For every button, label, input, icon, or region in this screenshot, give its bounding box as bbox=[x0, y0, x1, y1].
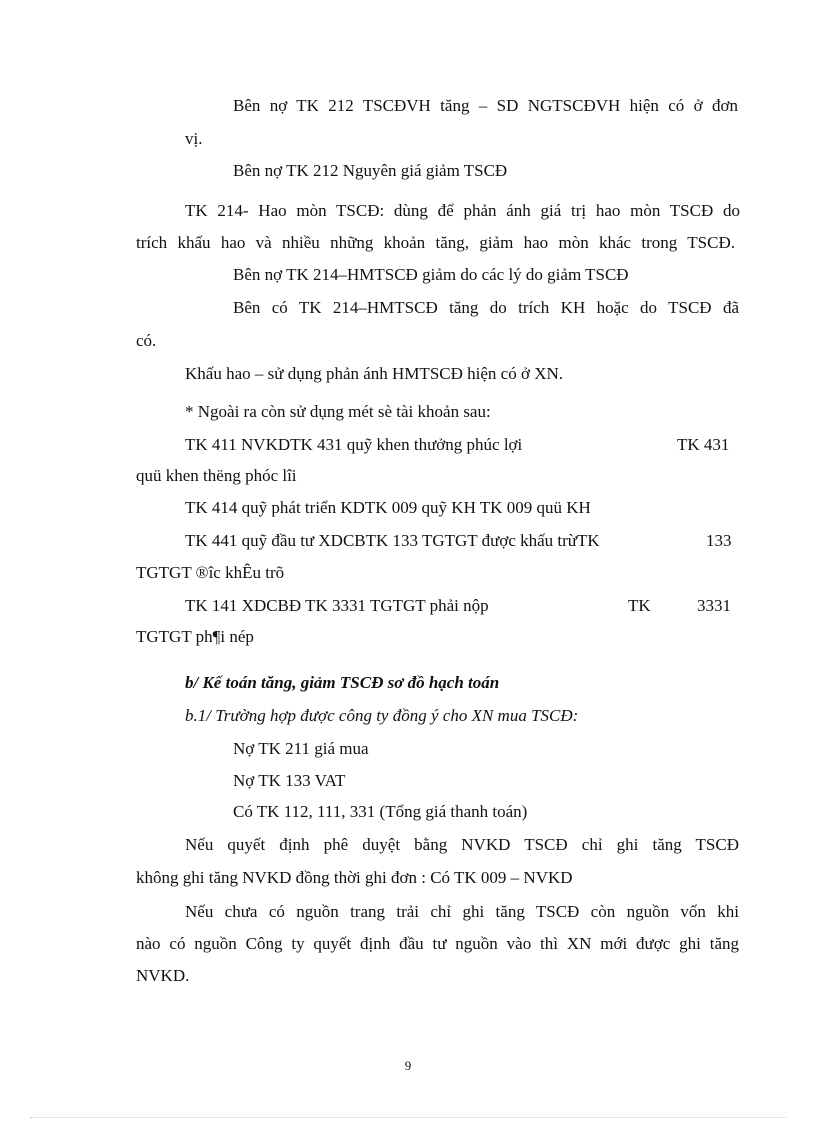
text-line: Bên nợ TK 212 TSCĐVH tăng – SD NGTSCĐVH hiện có ở đơn bbox=[233, 96, 738, 115]
text-line: nào có nguồn Công ty quyết định đầu tư nguồn vào thì XN mới được ghi tăng bbox=[136, 934, 739, 953]
text-line: TK 141 XDCBĐ TK 3331 TGTGT phải nộp bbox=[185, 596, 489, 615]
text-line: TK 431 bbox=[677, 435, 730, 454]
text-line: Nợ TK 133 VAT bbox=[233, 771, 346, 790]
page-number: 9 bbox=[404, 1058, 412, 1073]
text-line: có. bbox=[136, 331, 157, 350]
text-line: TGTGT ph¶i nép bbox=[136, 627, 254, 646]
text-line: TK 441 quỹ đầu tư XDCBTK 133 TGTGT được khấu trừTK bbox=[185, 531, 600, 550]
text-line: TK 414 quỹ phát triển KDTK 009 quỹ KH TK 009 quü KH bbox=[185, 498, 591, 517]
text-line: NVKD. bbox=[136, 966, 190, 985]
text-line: quü khen thëng phóc lîi bbox=[136, 466, 297, 485]
subsection-heading: b.1/ Trường hợp được công ty đồng ý cho XN mua TSCĐ: bbox=[185, 706, 579, 725]
text-line: Khấu hao – sử dụng phản ánh HMTSCĐ hiện có ở XN. bbox=[185, 364, 563, 383]
text-line: Có TK 112, 111, 331 (Tổng giá thanh toán) bbox=[233, 802, 528, 821]
text-line: 133 bbox=[706, 531, 732, 550]
text-line: vị. bbox=[185, 129, 203, 148]
page-bottom-divider bbox=[30, 1117, 786, 1118]
section-heading: b/ Kế toán tăng, giảm TSCĐ sơ đồ hạch toán bbox=[185, 673, 500, 692]
text-line: Nợ TK 211 giá mua bbox=[233, 739, 369, 758]
text-line: Bên nợ TK 212 Nguyên giá giảm TSCĐ bbox=[233, 161, 508, 180]
text-line: Bên nợ TK 214–HMTSCĐ giảm do các lý do giảm TSCĐ bbox=[233, 265, 629, 284]
text-line: TK 411 NVKDTK 431 quỹ khen thưởng phúc lợi bbox=[185, 435, 523, 454]
text-line: TGTGT ®îc khÊu trõ bbox=[136, 563, 285, 582]
text-line: TK 214- Hao mòn TSCĐ: dùng để phản ánh giá trị hao mòn TSCĐ do bbox=[185, 201, 740, 220]
text-line: Nếu chưa có nguồn trang trải chỉ ghi tăng TSCĐ còn nguồn vốn khi bbox=[185, 902, 739, 921]
text-line: TK bbox=[628, 596, 651, 615]
text-line: Bên có TK 214–HMTSCĐ tăng do trích KH hoặc do TSCĐ đã bbox=[233, 298, 739, 317]
text-line: Nếu quyết định phê duyệt bằng NVKD TSCĐ chỉ ghi tăng TSCĐ bbox=[185, 835, 739, 854]
text-line: trích khấu hao và nhiều những khoản tăng, giảm hao mòn khác trong TSCĐ. bbox=[136, 233, 735, 252]
text-line: không ghi tăng NVKD đồng thời ghi đơn : Có TK 009 – NVKD bbox=[136, 868, 573, 887]
text-line: * Ngoài ra còn sử dụng mét sè tài khoản sau: bbox=[185, 402, 491, 421]
text-line: 3331 bbox=[697, 596, 731, 615]
